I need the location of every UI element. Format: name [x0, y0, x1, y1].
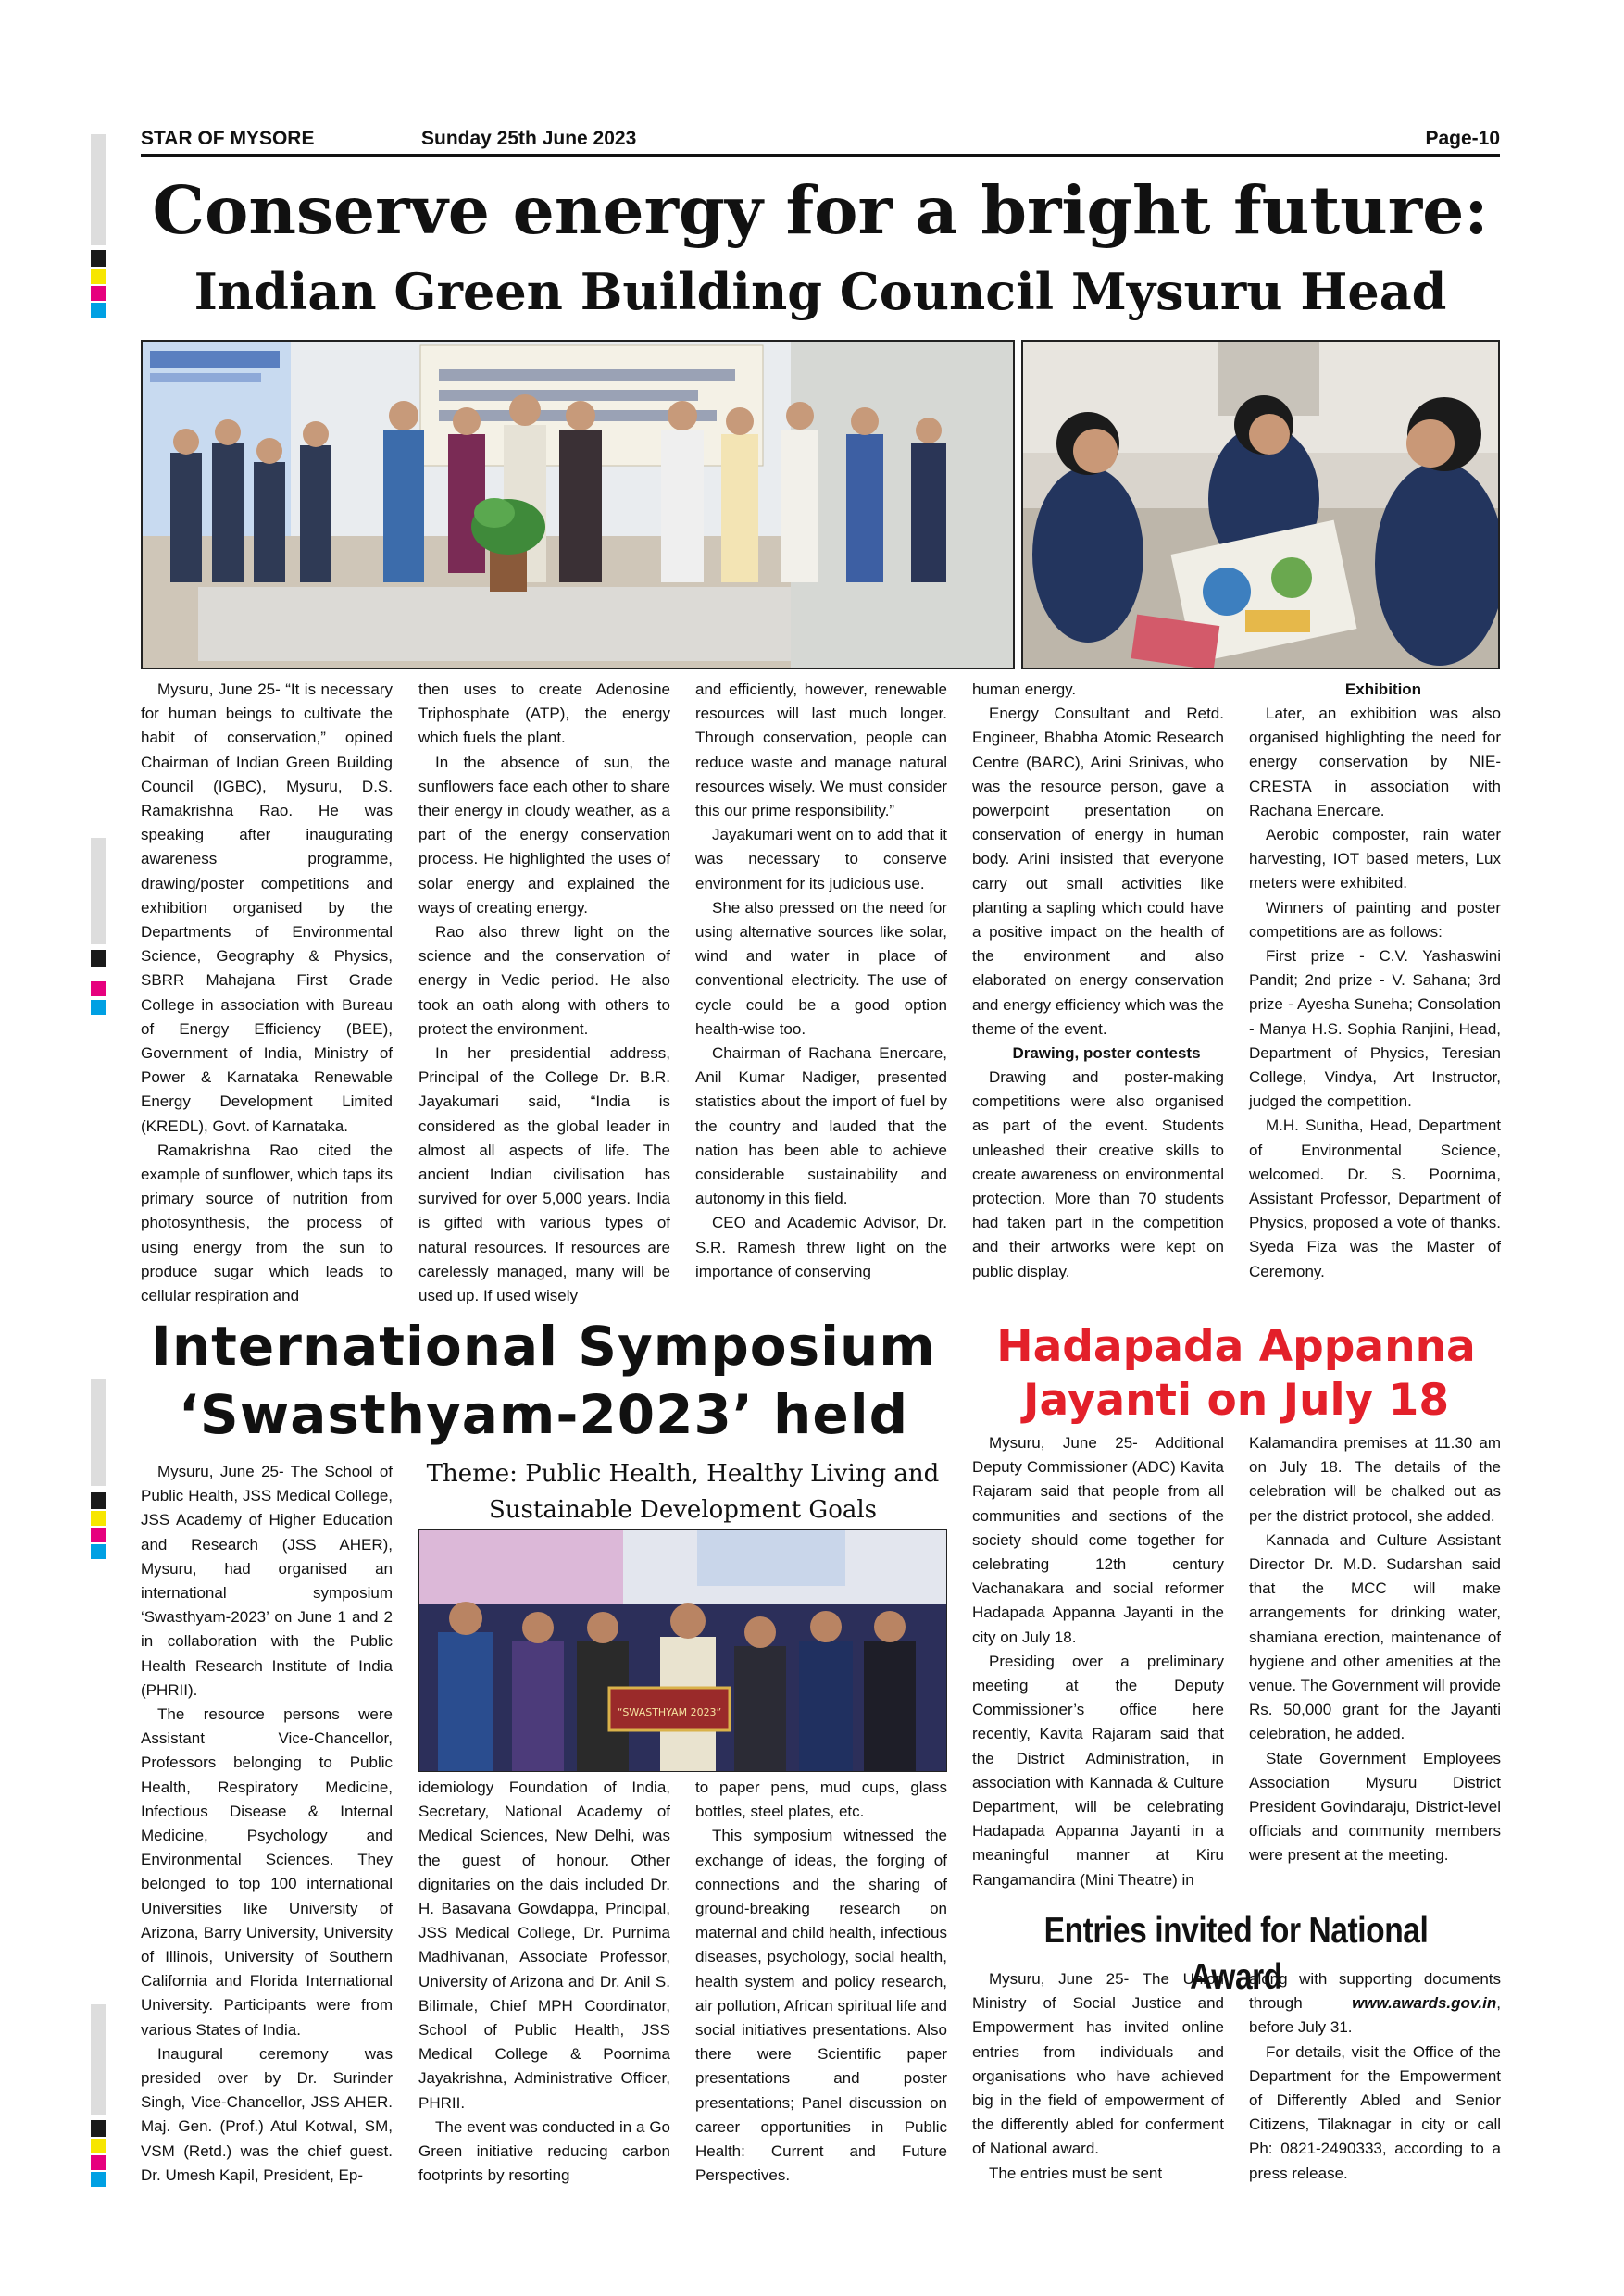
- registration-gray-bar-1: [91, 134, 106, 245]
- paragraph: Mysuru, June 25- “It is necessary for human beings to cultivate the habit of conservation,” opined Chairman of Indian Green Building Council (IGBC), Mysuru, D.S. Ramakrishna Rao. He was speaking after inaugurating awareness programme, drawing/poster competitions and exhibition organised by the Departments of Environmental Science, Geography & Physics, SBRR Mahajana First Grade College in association with Bureau of Energy Efficiency (BEE), Government of India, Ministry of Power & Karnataka Renewable Energy Development Limited (KREDL), Govt. of Karnataka.: [141, 680, 393, 1135]
- article3-headline-line-1: Hadapada Appanna: [996, 1321, 1476, 1372]
- paragraph: Kalamandira premises at 11.30 am on July 18. The details of the celebration will be chalked out as per the district protocol, she added.: [1249, 1434, 1501, 1525]
- masthead-date: Sunday 25th June 2023: [421, 128, 637, 149]
- paragraph: Ramakrishna Rao cited the example of sunflower, which taps its primary source of nutrition from photosynthesis, the process of using energy from the sun to produce sugar which leads to cellular respiration and: [141, 1141, 393, 1305]
- registration-gray-bar-4: [91, 2004, 106, 2115]
- article1-column-2: [418, 678, 670, 1308]
- subheading-exhibition: Exhibition: [1344, 680, 1422, 698]
- paragraph: to paper pens, mud cups, glass bottles, steel plates, etc.: [695, 1778, 947, 1821]
- paragraph: Energy Consultant and Retd. Engineer, Bhabha Atomic Research Centre (BARC), Arini Srinivas, who was the resource person, gave a powerpoint presentation on conservation of energy in human body. Arini insisted that everyone carry out small activities like planting a sapling which could have a positive impact on the health of the environment and also elaborated on energy conservation and energy efficiency which was the theme of the event.: [972, 705, 1224, 1038]
- subheading-drawing-poster-contests: Drawing, poster contests: [1012, 1044, 1201, 1063]
- article1-photo-students-drawing: [1021, 340, 1500, 669]
- registration-cyan-swatch-2: [91, 1000, 106, 1015]
- paragraph: Inaugural ceremony was presided over by Dr. Surinder Singh, Vice-Chancellor, JSS AHER. Maj. Gen. (Prof.) Atul Kotwal, SM, VSM (Retd.) was the chief guest. Dr. Umesh Kapil, President, Ep-: [141, 2044, 393, 2184]
- article1-column-5: [1249, 678, 1501, 1284]
- article2-theme-line-1: Theme: Public Health, Healthy Living and: [426, 1460, 940, 1488]
- text-span: along with supporting documents through: [1249, 1970, 1501, 2013]
- registration-black-swatch-3: [91, 1492, 106, 1509]
- paragraph: In her presidential address, Principal of the College Dr. B.R. Jayakumari said, “India is considered as the global leader in almost all aspects of life. The ancient Indian civilisation has survived for over 5,000 years. India is gifted with various types of natural resources. If resources are carelessly managed, many will be used up. If used wisely: [418, 1044, 670, 1305]
- article2-column-1: [141, 1460, 393, 2188]
- registration-black-swatch-4: [91, 2120, 106, 2137]
- paragraph: The resource persons were Assistant Vice-Chancellor, Professors belonging to Public Health, Respiratory Medicine, Infectious Disease & Internal Medicine, Psychology and Environmental Sciences. They belonged to top 100 international Universities like University of Arizona, Barry University, University of Illinois, University of Southern California and Florida International University. Participants were from various States of India.: [141, 1705, 393, 2039]
- paragraph: First prize - C.V. Yashaswini Pandit; 2nd prize - V. Sahana; 3rd prize - Ayesha Suneha; Consolation - Manya H.S. Sophia Ranjini, Head, Department of Physics, Teresian College, Vindya, Art Instructor, judged the competition.: [1249, 947, 1501, 1111]
- paragraph: then uses to create Adenosine Triphosphate (ATP), the energy which fuels the plant.: [418, 680, 670, 747]
- registration-magenta-swatch-3: [91, 1528, 106, 1542]
- paragraph: For details, visit the Office of the Department for the Empowerment of Differently Abled and Senior Citizens, Tilaknagar in city or call Ph: 0821-2490333, according to a press release.: [1249, 2042, 1501, 2182]
- paragraph: Mysuru, June 25- The Union Ministry of Social Justice and Empowerment has invited online entries from individuals and organisations who have achieved big in the field of empowerment of the differently abled for conferment of National award.: [972, 1970, 1224, 2158]
- registration-black-swatch-1: [91, 250, 106, 267]
- paragraph: Winners of painting and poster competitions are as follows:: [1249, 898, 1501, 941]
- paragraph: Mysuru, June 25- Additional Deputy Commissioner (ADC) Kavita Rajaram said that people from all communities and sections of the society should come together for celebrating 12th century Vachanakara and social reformer Hadapada Appanna Jayanti in the city on July 18.: [972, 1434, 1224, 1646]
- paragraph: M.H. Sunitha, Head, Department of Environmental Science, welcomed. Dr. S. Poornima, Assistant Professor, Department of Physics, proposed a vote of thanks. Syeda Fiza was the Master of Ceremony.: [1249, 1117, 1501, 1280]
- article1-column-1: [141, 678, 393, 1308]
- article2-headline-line-1: International Symposium: [151, 1315, 936, 1378]
- header-rule: [141, 154, 1500, 157]
- paragraph: idemiology Foundation of India, Secretary, National Academy of Medical Sciences, New Delhi, was the guest of honour. Other dignitaries on the dais included Dr. H. Basavana Gowdappa, Principal, JSS Medical College, Dr. Purnima Madhivanan, Associate Professor, University of Arizona and Dr. Anil S. Bilimale, Chief MPH Coordinator, School of Public Health, JSS Medical College & Poornima Jayakrishna, Administrative Officer, PHRII.: [418, 1778, 670, 2112]
- paragraph: CEO and Academic Advisor, Dr. S.R. Ramesh threw light on the importance of conserving: [695, 1214, 947, 1280]
- paragraph: In the absence of sun, the sunflowers face each other to share their energy in cloudy weather, as a part of the energy conservation process. He highlighted the uses of solar energy and explained the ways of creating energy.: [418, 753, 670, 917]
- registration-cyan-swatch-4: [91, 2172, 106, 2187]
- article3-column-2: [1249, 1431, 1501, 1868]
- article2-column-2: [418, 1776, 670, 2188]
- registration-yellow-swatch-4: [91, 2139, 106, 2153]
- paragraph: Presiding over a preliminary meeting at the Deputy Commissioner’s office here recently, Kavita Rajaram said that the District Administration, in association with Kannada & Culture Department, will be celebrating Hadapada Appanna Jayanti in a meaningful manner at Kiru Rangamandira (Mini Theatre) in: [972, 1652, 1224, 1889]
- article2-column-3: [695, 1776, 947, 2188]
- students-photo-illustration: [1023, 342, 1498, 668]
- registration-yellow-swatch-3: [91, 1511, 106, 1526]
- article2-photo-symposium: [418, 1529, 947, 1772]
- paragraph: Rao also threw light on the science and the conservation of energy in Vedic period. He also took an oath along with others to protect the environment.: [418, 923, 670, 1038]
- paragraph: She also pressed on the need for using alternative sources like solar, wind and water in place of conventional electricity. The use of cycle could be a good option health-wise too.: [695, 898, 947, 1038]
- paragraph: This symposium witnessed the exchange of ideas, the forging of connections and the sharing of ground-breaking research on maternal and child health, infectious diseases, psychology, social health, health system and policy research, air pollution, African spiritual life and social initiatives presentations. Also there were Scientific paper presentations and poster presentations; Panel discussion on career opportunities in Public Health: Current and Future Perspectives.: [695, 1827, 947, 2185]
- article4-column-1: [972, 1967, 1224, 2186]
- paragraph: and efficiently, however, renewable resources will last much longer. Through conservation, people can reduce waste and manage natural resources wisely. We must consider this our prime responsibility.”: [695, 680, 947, 820]
- article4-headline: Entries invited for National Award: [1043, 1911, 1429, 1997]
- registration-yellow-swatch-1: [91, 269, 106, 284]
- paragraph: human energy.: [972, 680, 1077, 698]
- paragraph: State Government Employees Association Mysuru District President Govindaraju, District-level officials and community members were present at the meeting.: [1249, 1749, 1501, 1865]
- registration-cyan-swatch-3: [91, 1544, 106, 1559]
- article2-theme-line-2: Sustainable Development Goals: [488, 1496, 878, 1524]
- masthead-paper-name: STAR OF MYSORE: [141, 128, 315, 149]
- registration-black-swatch-2: [91, 950, 106, 967]
- article3-headline-line-2: Jayanti on July 18: [1022, 1375, 1450, 1426]
- paragraph: Later, an exhibition was also organised highlighting the need for energy conservation by NIE-CRESTA in association with Rachana Enercare.: [1249, 705, 1501, 819]
- symposium-photo-illustration: [419, 1530, 946, 1771]
- article3-column-1: [972, 1431, 1224, 1892]
- registration-magenta-swatch-2: [91, 981, 106, 996]
- paragraph: Aerobic composter, rain water harvesting, IOT based meters, Lux meters were exhibited.: [1249, 826, 1501, 892]
- registration-magenta-swatch-1: [91, 286, 106, 301]
- text-span: , before July 31.: [1249, 1994, 1501, 2037]
- paragraph: Kannada and Culture Assistant Director Dr. M.D. Sudarshan said that the MCC will make arrangements for drinking water, shamiana erection, maintenance of hygiene and other amenities at the venue. The Government will provide Rs. 50,000 grant for the Jayanti celebration, he added.: [1249, 1530, 1501, 1743]
- paragraph: [1249, 1967, 1501, 2040]
- masthead-page-number: Page-10: [1425, 128, 1500, 149]
- ceremony-photo-illustration: [143, 342, 1013, 668]
- paragraph: The entries must be sent: [989, 2164, 1163, 2182]
- photo-banner-text: “SWASTHYAM 2023”: [617, 1706, 722, 1718]
- paragraph: Mysuru, June 25- The School of Public Health, JSS Medical College, JSS Academy of Higher Education and Research (JSS AHER), Mysuru, had organised an international symposium ‘Swasthyam-2023’ on June 1 and 2 in collaboration with the Public Health Research Institute of India (PHRII).: [141, 1463, 393, 1699]
- article1-column-4: [972, 678, 1224, 1284]
- paragraph: Jayakumari went on to add that it was necessary to conserve environment for its judicious use.: [695, 826, 947, 892]
- article1-subheadline: Indian Green Building Council Mysuru Head: [194, 262, 1447, 321]
- registration-gray-bar-2: [91, 838, 106, 944]
- article2-headline-line-2: ‘Swasthyam-2023’ held: [178, 1383, 909, 1446]
- article1-photo-ceremony: [141, 340, 1015, 669]
- paragraph: The event was conducted in a Go Green initiative reducing carbon footprints by resorting: [418, 2117, 670, 2185]
- paragraph: Drawing and poster-making competitions were also organised as part of the event. Students unleashed their creative skills to create awareness on environmental protection. More than 70 students had taken part in the competition and their artworks were kept on public display.: [972, 1068, 1224, 1280]
- registration-magenta-swatch-4: [91, 2155, 106, 2170]
- paragraph: Chairman of Rachana Enercare, Anil Kumar Nadiger, presented statistics about the import of fuel by the country and lauded that the nation has been able to achieve considerable sustainability and autonomy in this field.: [695, 1044, 947, 1208]
- registration-gray-bar-3: [91, 1379, 106, 1486]
- registration-cyan-swatch-1: [91, 303, 106, 318]
- article1-column-3: [695, 678, 947, 1284]
- article4-column-2: [1249, 1967, 1501, 2186]
- awards-website-link[interactable]: www.awards.gov.in: [1352, 1994, 1497, 2013]
- article1-headline: Conserve energy for a bright future:: [152, 171, 1489, 249]
